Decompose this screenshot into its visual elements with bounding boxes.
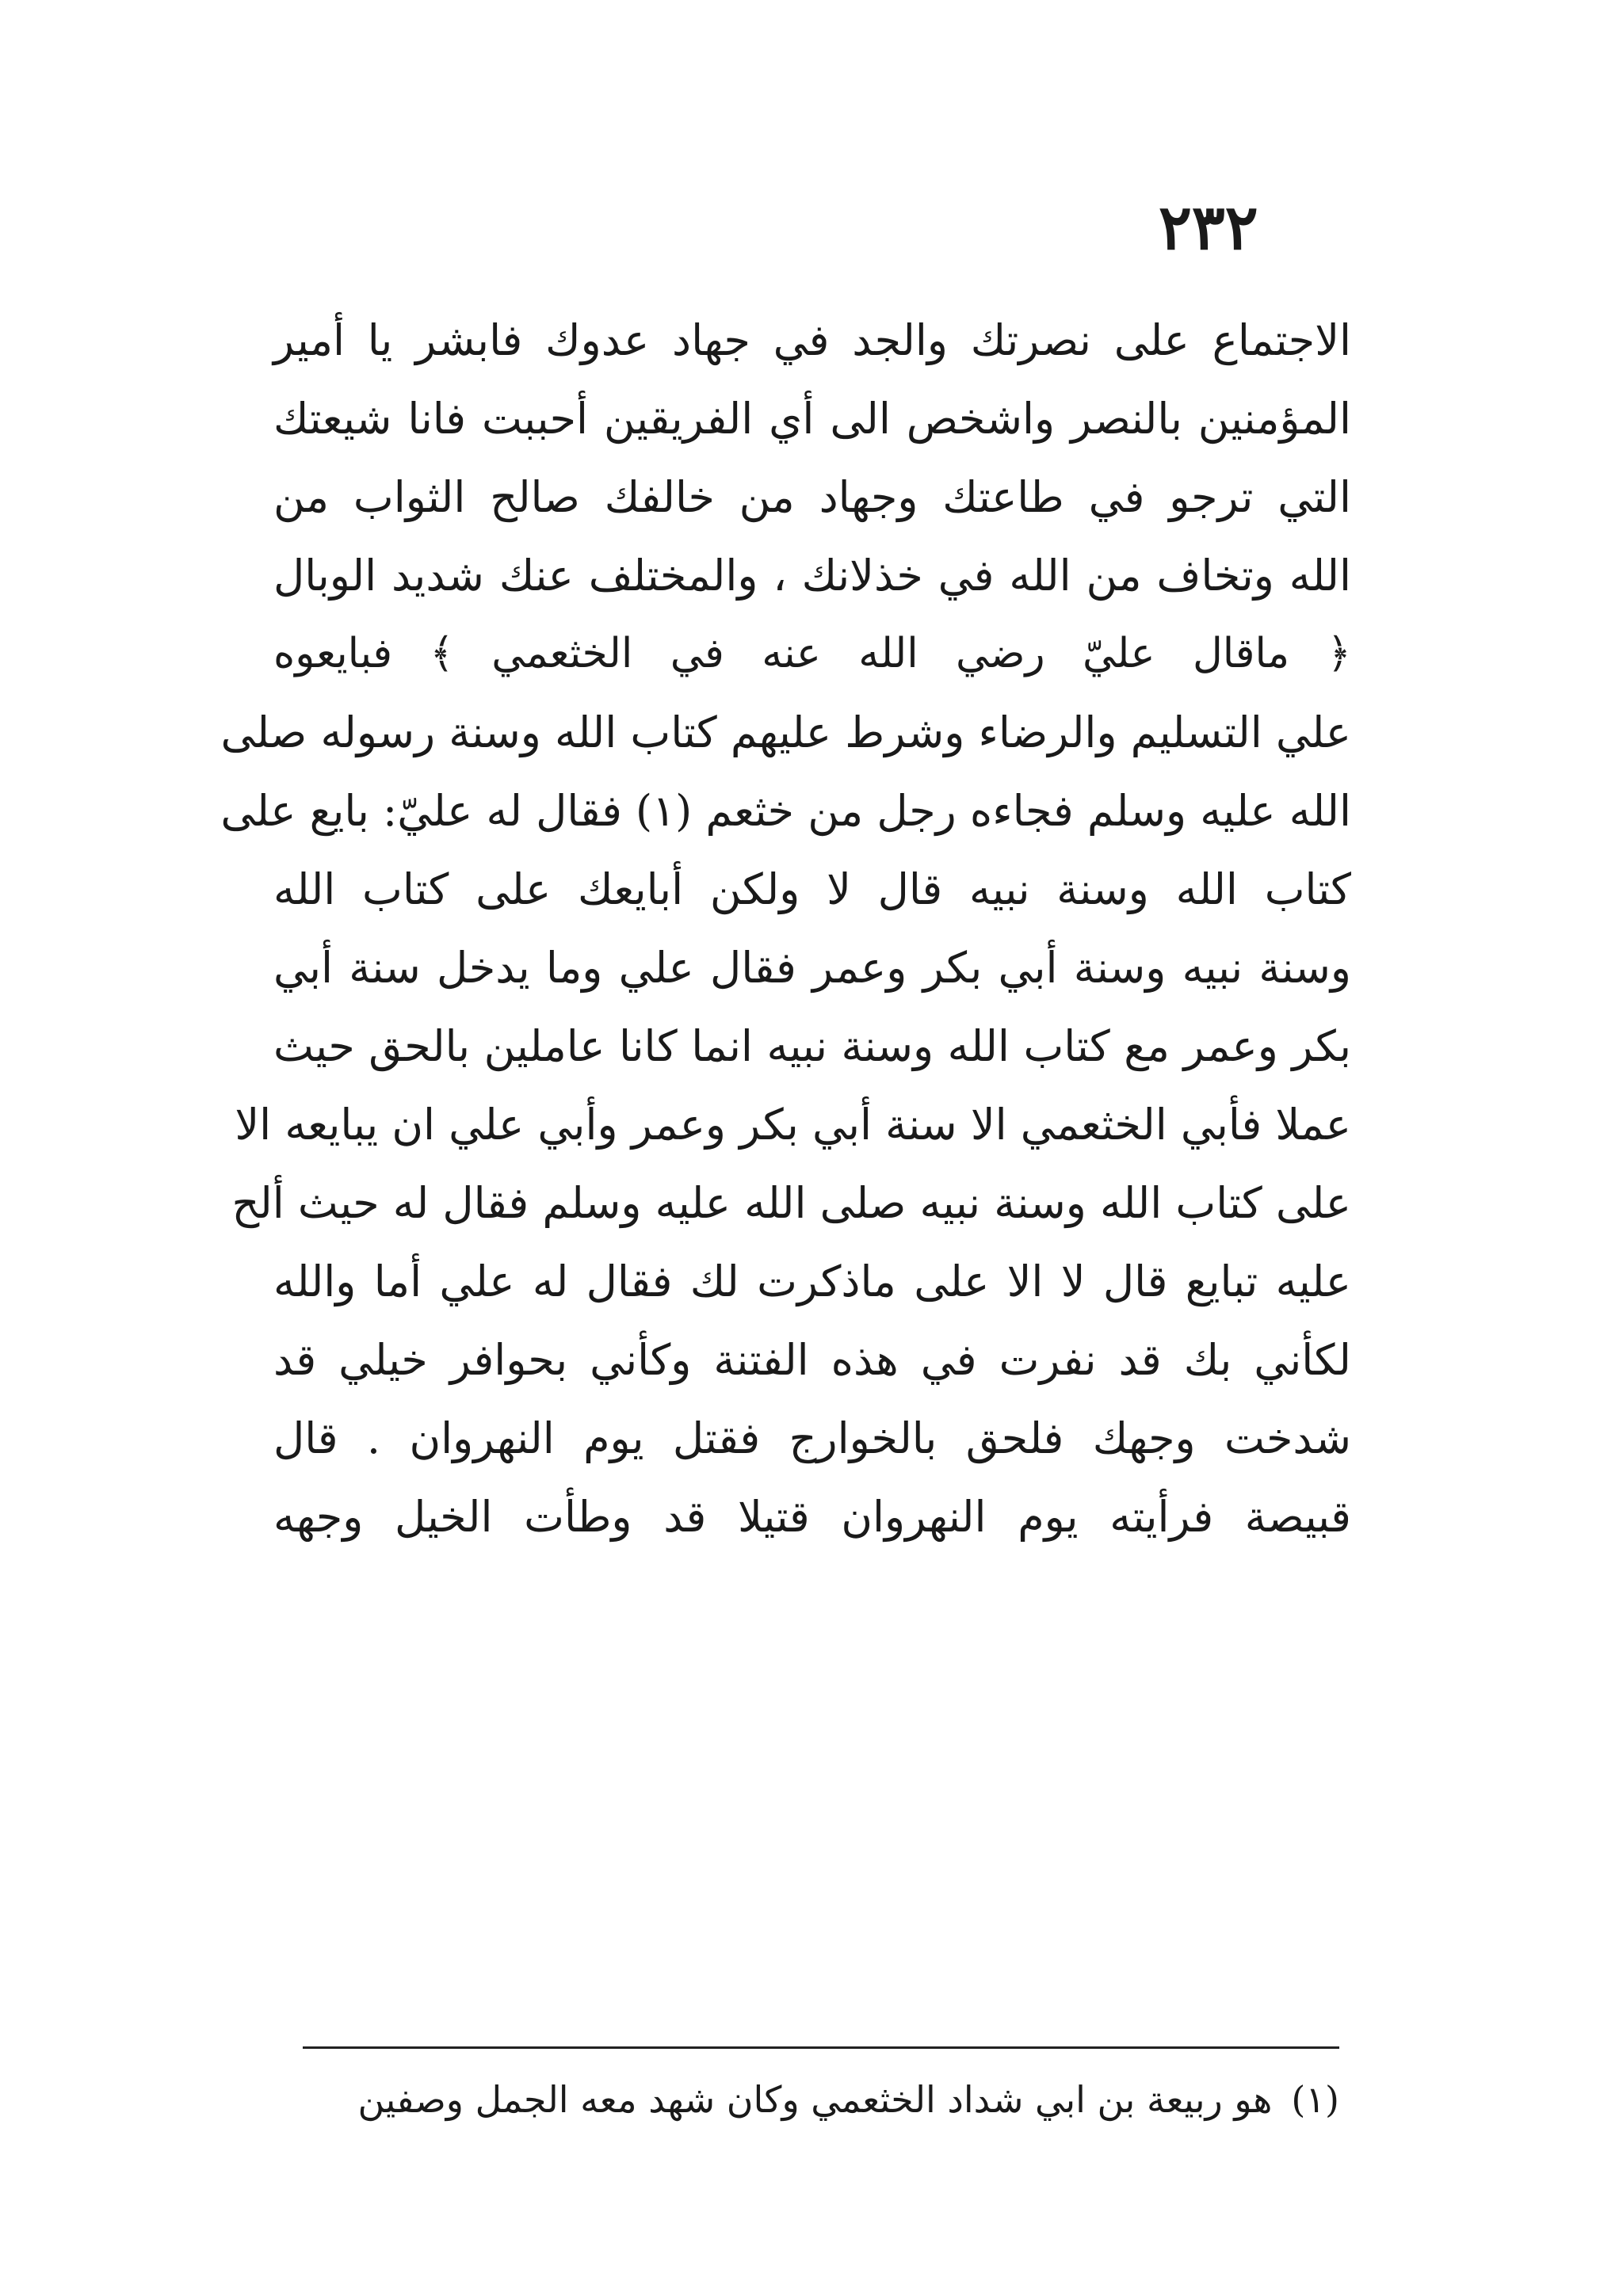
text-line: عملا فأبي الخثعمي الا سنة أبي بكر وعمر وأبي علي ان يبايعه الا xyxy=(235,1100,1351,1150)
text-line: الله عليه وسلم فجاءه رجل من خثعم (١) فقال له عليّ: بايع على xyxy=(220,786,1351,836)
text-line: المؤمنين بالنصر واشخص الى أي الفريقين أحببت فانا شيعتك xyxy=(273,394,1351,444)
text-line: الله وتخاف من الله في خذلانك ، والمختلف عنك شديد الوبال xyxy=(273,551,1351,601)
text-line: التي ترجو في طاعتك وجهاد من خالفك صالح الثواب من xyxy=(273,472,1351,522)
text-line: كتاب الله وسنة نبيه قال لا ولكن أبايعك على كتاب الله xyxy=(273,864,1351,914)
text-line: قبيصة فرأيته يوم النهروان قتيلا قد وطأت الخيل وجهه xyxy=(273,1492,1351,1542)
footnote xyxy=(303,2068,1339,2131)
text-line: على كتاب الله وسنة نبيه صلى الله عليه وسلم فقال له حيث ألح xyxy=(231,1178,1351,1228)
text-line: وسنة نبيه وسنة أبي بكر وعمر فقال علي وما يدخل سنة أبي xyxy=(273,943,1351,993)
text-line: لكأني بك قد نفرت في هذه الفتنة وكأني بحوافر خيلي قد xyxy=(273,1335,1351,1385)
section-heading-line: ﴿ ماقال عليّ رضي الله عنه في الخثعمي ﴾ فبايعوه xyxy=(273,630,1351,677)
page-number: ٢٣٢ xyxy=(1159,192,1258,264)
text-line: شدخت وجهك فلحق بالخوارج فقتل يوم النهروان . قال xyxy=(273,1413,1351,1463)
footnote-text: هو ربيعة بن ابي شداد الخثعمي وكان شهد معه الجمل وصفين xyxy=(357,2078,1273,2121)
footnote-marker: (١) xyxy=(1291,2078,1339,2121)
text-line: علي التسليم والرضاء وشرط عليهم كتاب الله وسنة رسوله صلى xyxy=(220,707,1351,757)
text-line: بكر وعمر مع كتاب الله وسنة نبيه انما كانا عاملين بالحق حيث xyxy=(273,1021,1351,1071)
footnote-divider xyxy=(303,2046,1339,2049)
text-line: عليه تبايع قال لا الا على ماذكرت لك فقال له علي أما والله xyxy=(273,1257,1351,1306)
body-text xyxy=(220,301,1351,1556)
text-line: الاجتماع على نصرتك والجد في جهاد عدوك فابشر يا أمير xyxy=(273,315,1351,365)
